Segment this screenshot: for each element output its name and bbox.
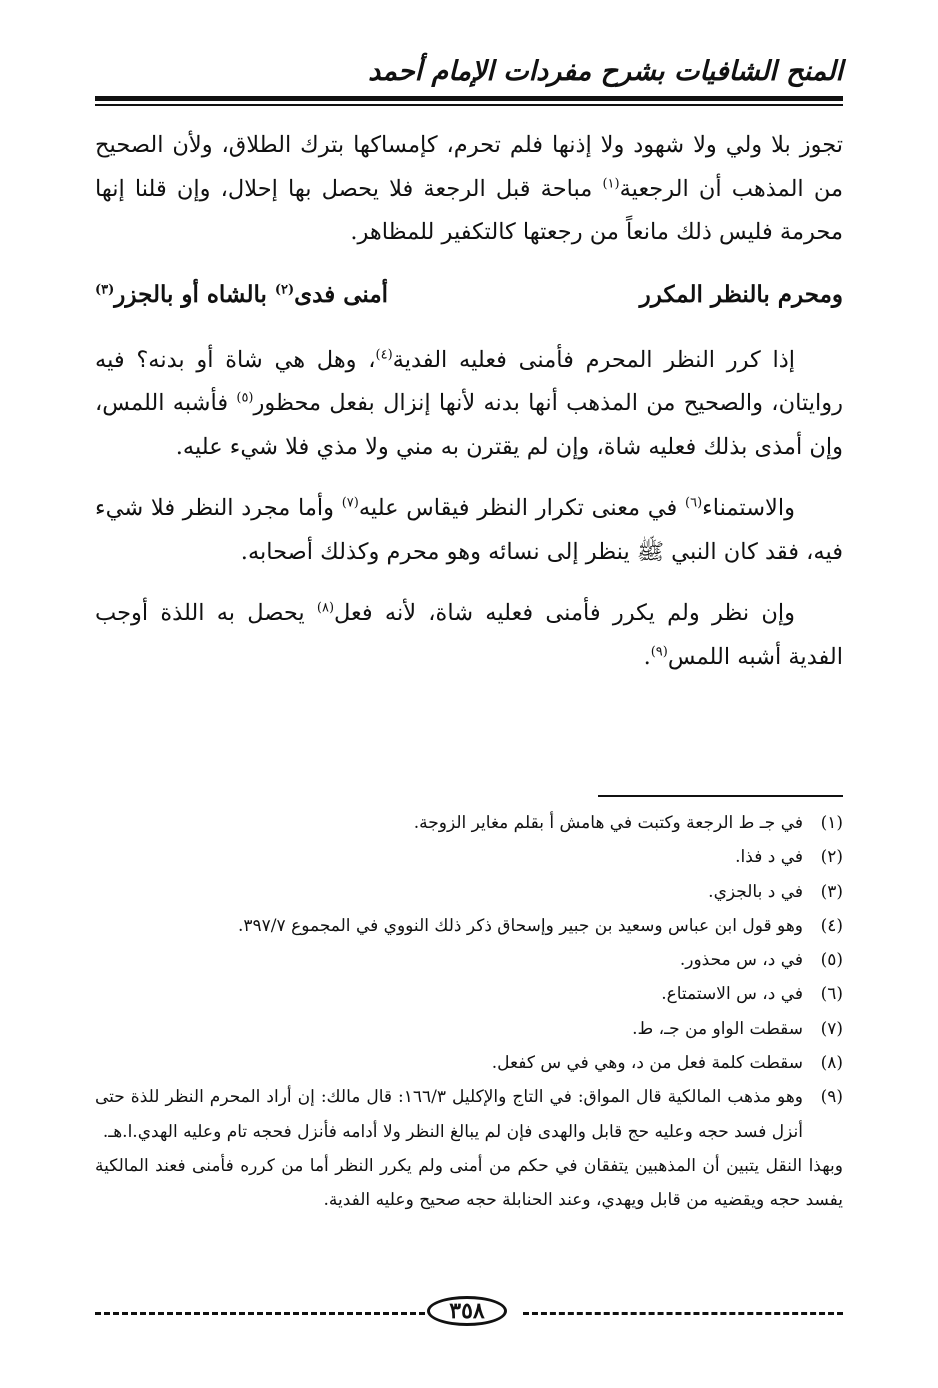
footnote-number: (١) <box>820 813 843 833</box>
footer-dashed-rule-right <box>523 1312 843 1315</box>
paragraph-1: تجوز بلا ولي ولا شهود ولا إذنها فلم تحرم، كإمساكها بترك الطلاق، ولأن الصحيح من المذهب أن الرجعية$^{(١)}$ مباحة قبل الرجعة فلا يحصل بها إحلال، وإن قلنا إنها محرمة فليس ذلك مانعاً من رجعتها كالتكفير للمظاهر. <box>95 132 843 245</box>
footnote-item <box>95 1012 843 1046</box>
footnote-ref-6: (٦) <box>685 495 703 511</box>
footnote-text: سقطت كلمة فعل من د، وهي في س كفعل. <box>491 1053 803 1074</box>
footer-dashed-rule-left <box>95 1312 425 1315</box>
page-footer <box>95 1294 843 1330</box>
footnote-number: (٦) <box>820 984 843 1005</box>
footnote-item <box>95 875 843 909</box>
paragraph-4: وإن نظر ولم يكرر فأمنى فعليه شاة، لأنه فعل$^{(٨)}$ يحصل به اللذة أوجب الفدية أشبه اللمس$^{(٩)}$. <box>95 600 843 670</box>
footnote-text: في د، س الاستمتاع. <box>661 984 803 1005</box>
footnote-number: (٣) <box>820 881 843 902</box>
footnotes <box>95 806 843 1218</box>
page-number: ٣٥٨ <box>427 1296 507 1326</box>
footnote-ref-3: (٣) <box>95 281 115 297</box>
footnote-ref-1: (١) <box>602 176 620 191</box>
footnote-number: (٧) <box>820 1018 843 1039</box>
footnote-continuation: وبهذا النقل يتبين أن المذهبين يتفقان في حكم من أمنى ولم يكرر النظر أما من كرره فأمنى فعند المالكية يفسد حجه ويقضيه من قابل ويهدي، وعند الحنابلة حجه صحيح وعليه الفدية. <box>95 1155 843 1211</box>
footnote-text: وهو مذهب المالكية قال المواق: في التاج والإكليل ١٦٦/٣: قال مالك: إن أراد المحرم النظر للذة حتى أنزل فسد حجه وعليه حج قابل والهدى فإن لم يبالغ النظر ولا أدامه فأنزل فحجه تام وعليه الهدي.ا.هـ. <box>95 1087 803 1142</box>
footnote-text: وهو قول ابن عباس وسعيد بن جبير وإسحاق ذكر ذلك النووي في المجموع ٣٩٧/٧. <box>238 915 803 936</box>
verse-hemistich-right: ومحرم بالنظر المكرر <box>639 280 843 308</box>
verse-hemistich-left: أمنى فدى$^{(٢)}$ بالشاه أو بالجزر$^{(٣)}$ <box>95 280 389 308</box>
footnote-item <box>95 1080 843 1149</box>
footnote-ref-5: (٥) <box>236 390 254 406</box>
footnote-item <box>95 1046 843 1080</box>
footnote-ref-9: (٩) <box>650 644 668 659</box>
paragraph-3: والاستمناء$^{(٦)}$ في معنى تكرار النظر فيقاس عليه$^{(٧)}$ وأما مجرد النظر فلا شيء فيه، فقد كان النبي ﷺ ينظر إلى نسائه وهو محرم وكذلك أصحابه. <box>95 495 843 565</box>
footnote-item <box>95 943 843 977</box>
footnote-number: (٤) <box>820 915 843 936</box>
footnote-ref-7: (٧) <box>341 495 359 511</box>
footnote-item <box>95 806 843 840</box>
footnote-item <box>95 840 843 874</box>
verse-line <box>95 273 843 317</box>
header-rule <box>95 96 843 106</box>
paragraph-2: إذا كرر النظر المحرم فأمنى فعليه الفدية$^{(٤)}$، وهل هي شاة أو بدنه؟ فيه روايتان، والصحيح من المذهب أنها بدنه لأنها إنزال بفعل محظور$^{(٥)}$ فأشبه اللمس، وإن أمذى بذلك فعليه شاة، وإن لم يقترن به مني ولا مذي فلا شيء عليه. <box>95 346 843 460</box>
footnote-ref-2: (٢) <box>274 281 295 297</box>
footnote-number: (٨) <box>820 1053 843 1074</box>
footnote-number: (٥) <box>820 950 843 971</box>
footnote-item <box>95 977 843 1011</box>
footnote-text: في د، س محذور. <box>679 950 803 971</box>
footnote-ref-8: (٨) <box>316 600 335 616</box>
footnote-item <box>95 909 843 943</box>
footnote-text: في د بالجزي. <box>708 881 803 902</box>
header-rule-thick <box>95 96 843 101</box>
footnote-text: في جـ ط الرجعة وكتبت في هامش أ بقلم مغاير الزوجة. <box>413 813 803 833</box>
footnote-number: (٩) <box>820 1087 843 1108</box>
header-rule-thin <box>95 104 843 106</box>
footnote-separator <box>598 795 843 797</box>
running-header-title: المنح الشافيات بشرح مفردات الإمام أحمد <box>368 56 843 87</box>
main-text <box>95 124 843 679</box>
footnote-ref-4: (٤) <box>375 347 393 362</box>
footnote-text: في د فذا. <box>735 847 803 868</box>
footnote-text: سقطت الواو من جـ، ط. <box>632 1018 803 1039</box>
footnote-number: (٢) <box>820 847 843 868</box>
